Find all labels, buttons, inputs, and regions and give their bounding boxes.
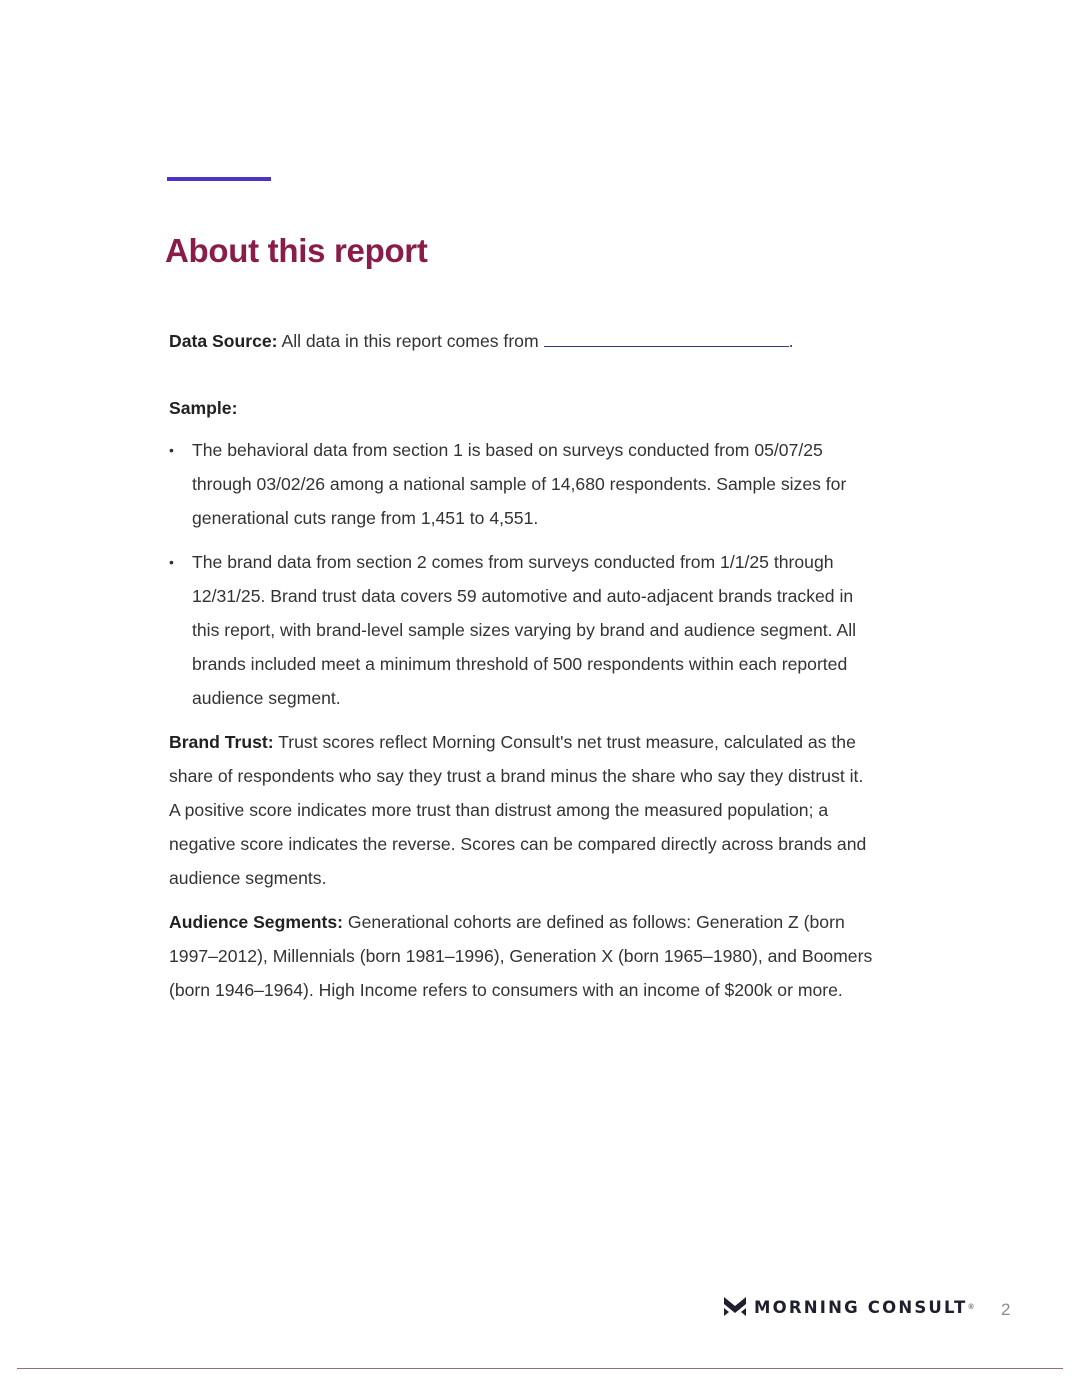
brand-trust-text: Trust scores reflect Morning Consult's net trust measure, calculated as the share of respondents who say they trust a brand minus the share who say they distrust it. A positive score indicates more trust than distrust among the measured population; a negative score indicates the reverse. Scores can be compared directly across brands and audience segments.	[169, 732, 867, 888]
data-source-paragraph	[169, 324, 875, 358]
sample-heading	[169, 391, 875, 425]
logo-wordmark: MORNING CONSULT	[754, 1297, 968, 1317]
data-source-suffix: .	[788, 331, 794, 351]
footer-divider	[17, 1368, 1063, 1369]
page-title: About this report	[165, 232, 428, 269]
morning-consult-logo-icon	[724, 1297, 746, 1317]
title-accent-bar	[167, 177, 271, 181]
data-source-blank-line	[544, 326, 789, 347]
bullet-icon: •	[169, 554, 174, 570]
bullet-icon: •	[169, 442, 174, 458]
sample-label: Sample:	[169, 398, 238, 418]
data-source-label: Data Source:	[169, 331, 278, 351]
sample-bullet-text: The brand data from section 2 comes from surveys conducted from 1/1/25 through 12/31/25. Brand trust data covers 59 automotive and auto-adjacent brands tracked in this report, with brand-level sample sizes varying by brand and audience segment. All brands included meet a minimum threshold of 500 respondents within each reported audience segment.	[192, 552, 857, 708]
audience-segments-label: Audience Segments:	[169, 912, 344, 932]
registered-mark: ®	[968, 1303, 974, 1311]
report-body	[169, 324, 875, 1017]
audience-segments-paragraph	[169, 905, 875, 1007]
page-number: 2	[1001, 1300, 1011, 1319]
sample-bullet-text: The behavioral data from section 1 is based on surveys conducted from 05/07/25 through 03/02/26 among a national sample of 14,680 respondents. Sample sizes for generational cuts range from 1,451 to 4,551.	[192, 440, 847, 528]
sample-bullet-list	[169, 433, 875, 715]
list-item	[169, 545, 875, 715]
brand-trust-label: Brand Trust:	[169, 732, 274, 752]
audience-segments-text: Generational cohorts are defined as follows: Generation Z (born 1997–2012), Millennials (born 1981–1996), Generation X (born 1965–1980), and Boomers (born 1946–1964). High Income refers to consumers with an income of $200k or more.	[169, 912, 873, 1000]
morning-consult-logo	[724, 1297, 974, 1317]
list-item	[169, 433, 875, 535]
brand-trust-paragraph	[169, 725, 875, 895]
data-source-text: All data in this report comes from	[281, 331, 539, 351]
